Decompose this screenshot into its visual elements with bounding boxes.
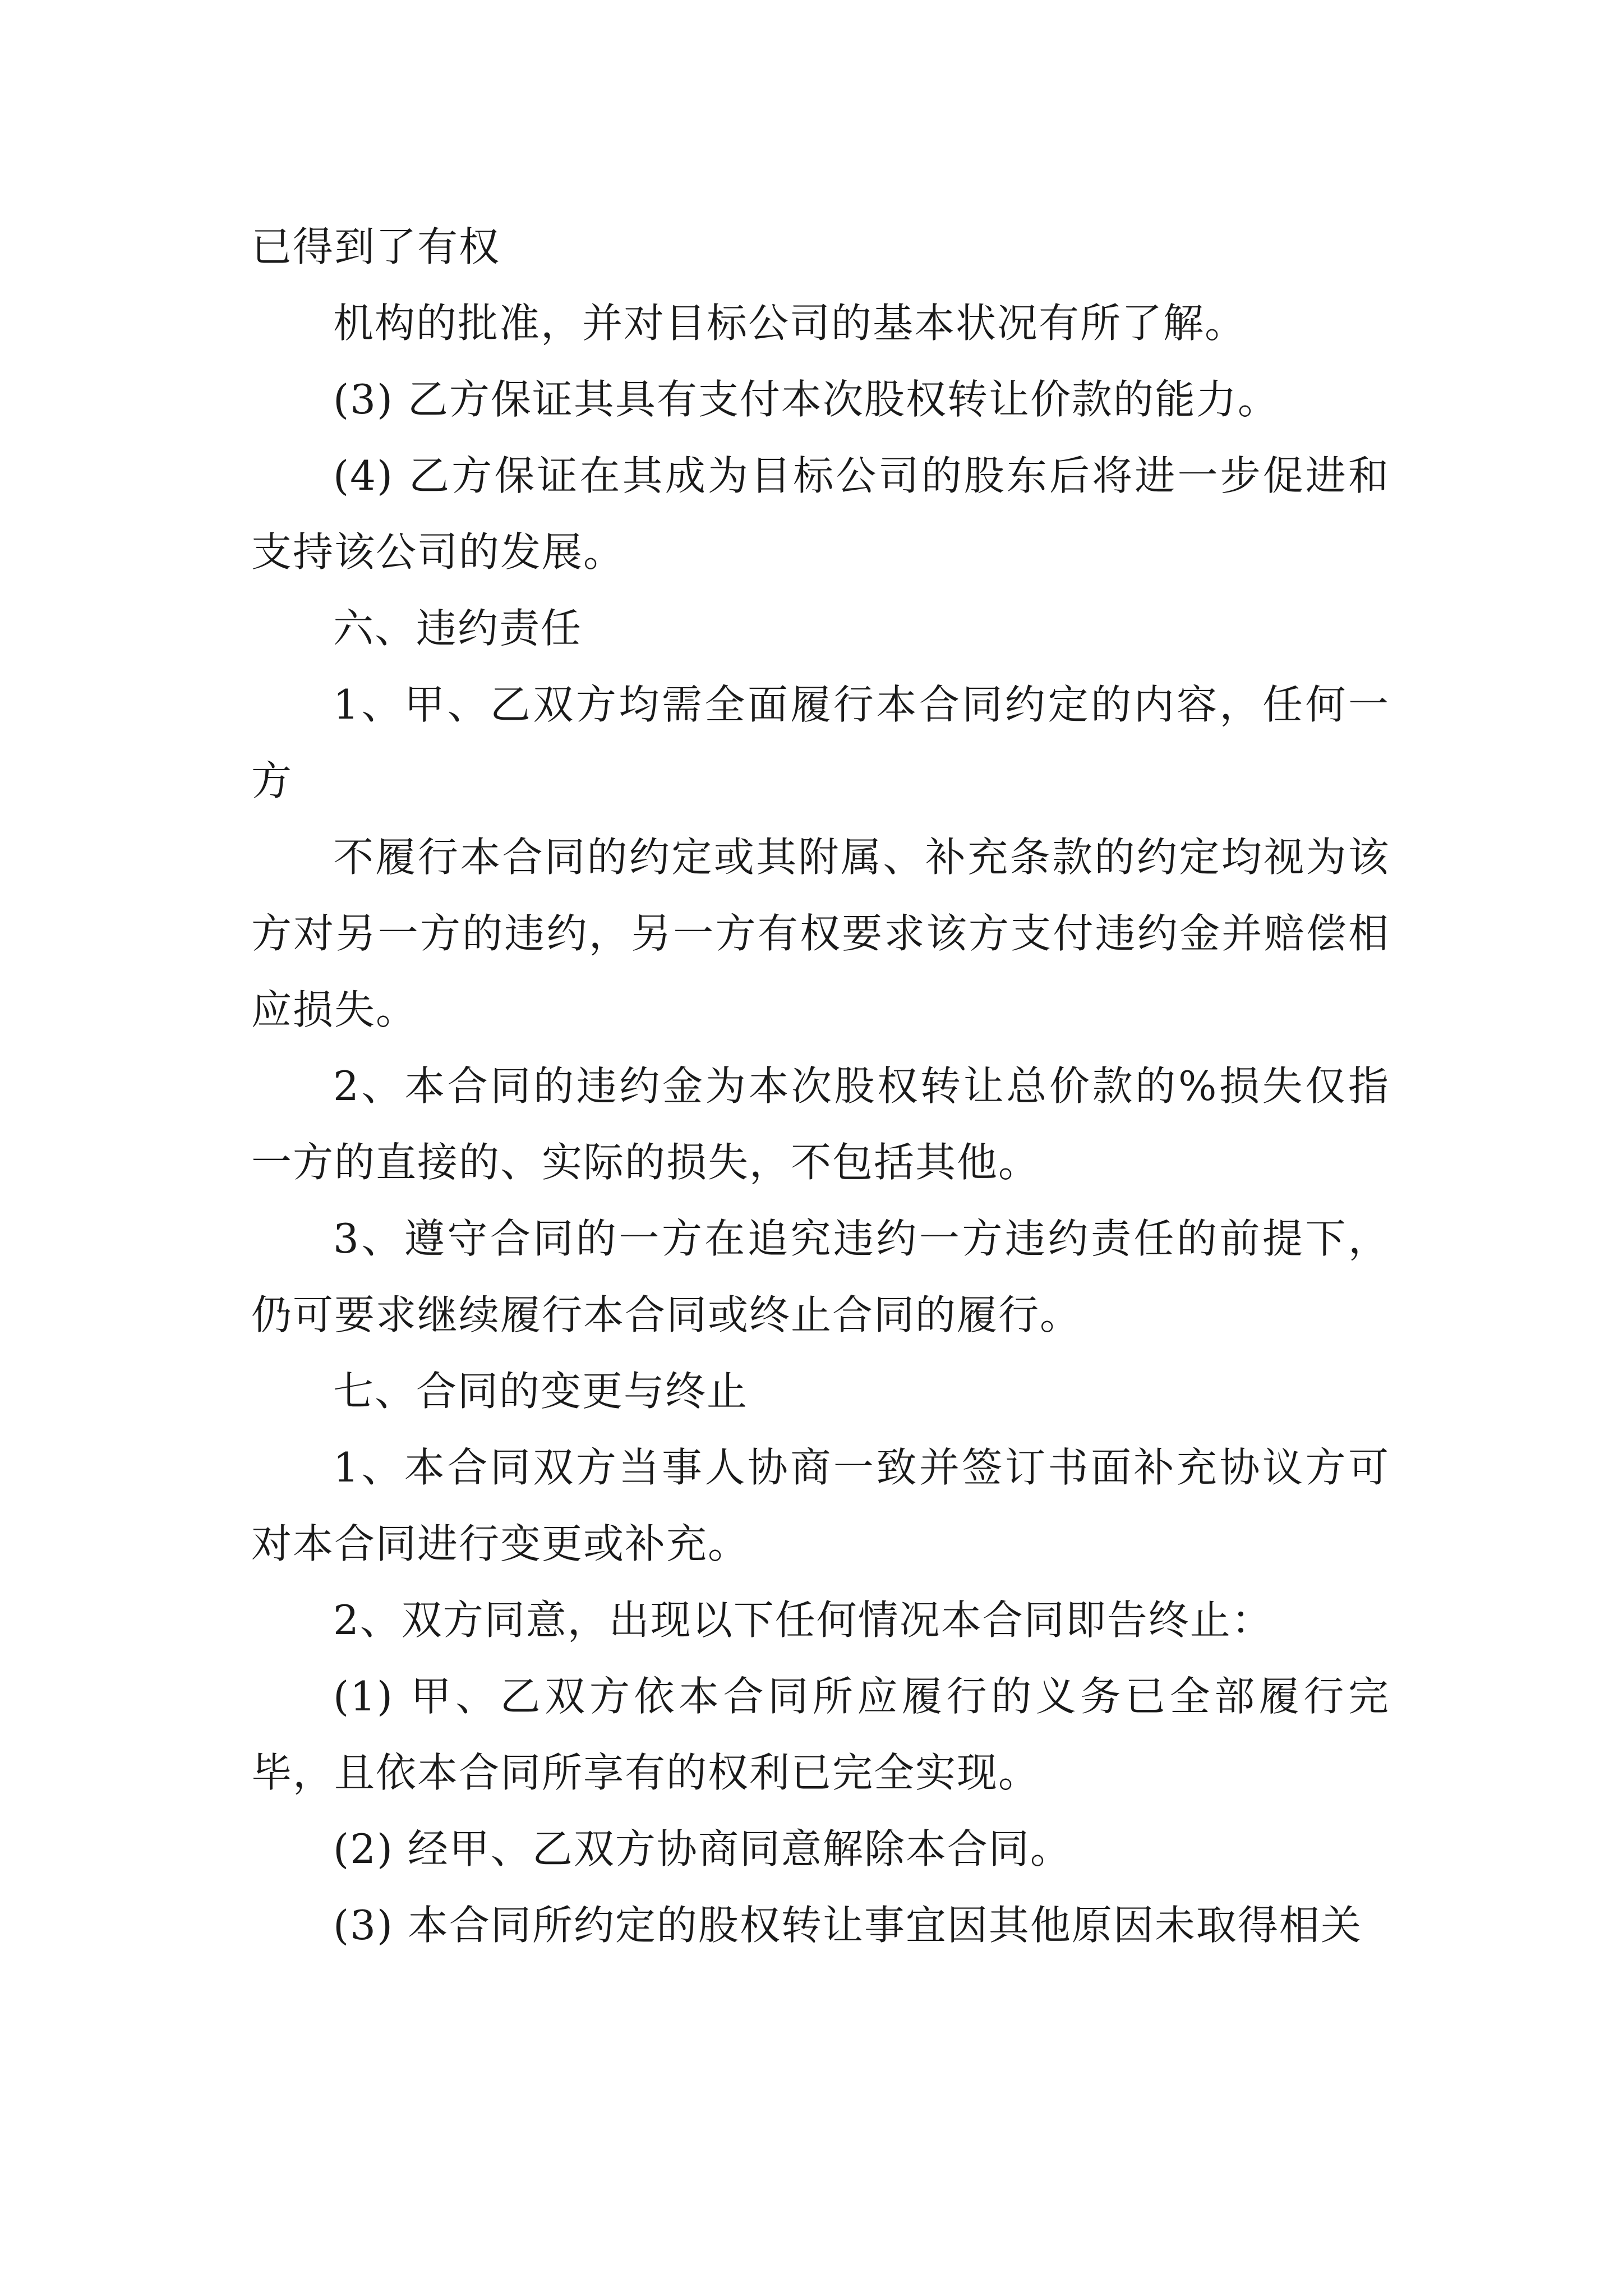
paragraph-breach-1-cont: 不履行本合同的约定或其附属、补充条款的约定均视为该方对另一方的违约，另一方有权要求该方支付违约金并赔偿相应损失。 — [251, 834, 1390, 1033]
paragraph-breach-2: 2、本合同的违约金为本次股权转让总价款的%损失仅指一方的直接的、实际的损失，不包括其他。 — [251, 1062, 1390, 1186]
paragraph-change-1: 1、本合同双方当事人协商一致并签订书面补充协议方可对本合同进行变更或补充。 — [251, 1444, 1390, 1567]
paragraph-termination-1: (1) 甲、乙双方依本合同所应履行的义务已全部履行完毕，且依本合同所享有的权利已完全实现。 — [251, 1673, 1390, 1796]
paragraph-continuation: 已得到了有权 — [251, 223, 501, 270]
section-heading-change-termination: 七、合同的变更与终止 — [333, 1368, 749, 1415]
paragraph-clause-3: (3) 乙方保证其具有支付本次股权转让价款的能力。 — [333, 376, 1279, 423]
paragraph-clause-4: (4) 乙方保证在其成为目标公司的股东后将进一步促进和支持该公司的发展。 — [251, 452, 1390, 576]
paragraph-approval: 机构的批准，并对目标公司的基本状况有所了解。 — [333, 300, 1247, 347]
document-body — [251, 209, 1390, 1963]
paragraph-breach-1: 1、甲、乙双方均需全面履行本合同约定的内容，任何一方 — [251, 681, 1390, 804]
paragraph-termination-3: (3) 本合同所约定的股权转让事宜因其他原因未取得相关 — [333, 1902, 1362, 1949]
section-heading-breach: 六、违约责任 — [333, 605, 583, 652]
paragraph-breach-3: 3、遵守合同的一方在追究违约一方违约责任的前提下，仍可要求继续履行本合同或终止合同的履行。 — [251, 1215, 1390, 1338]
paragraph-change-2: 2、双方同意，出现以下任何情况本合同即告终止： — [333, 1596, 1273, 1644]
paragraph-termination-2: (2) 经甲、乙双方协商同意解除本合同。 — [333, 1825, 1072, 1872]
